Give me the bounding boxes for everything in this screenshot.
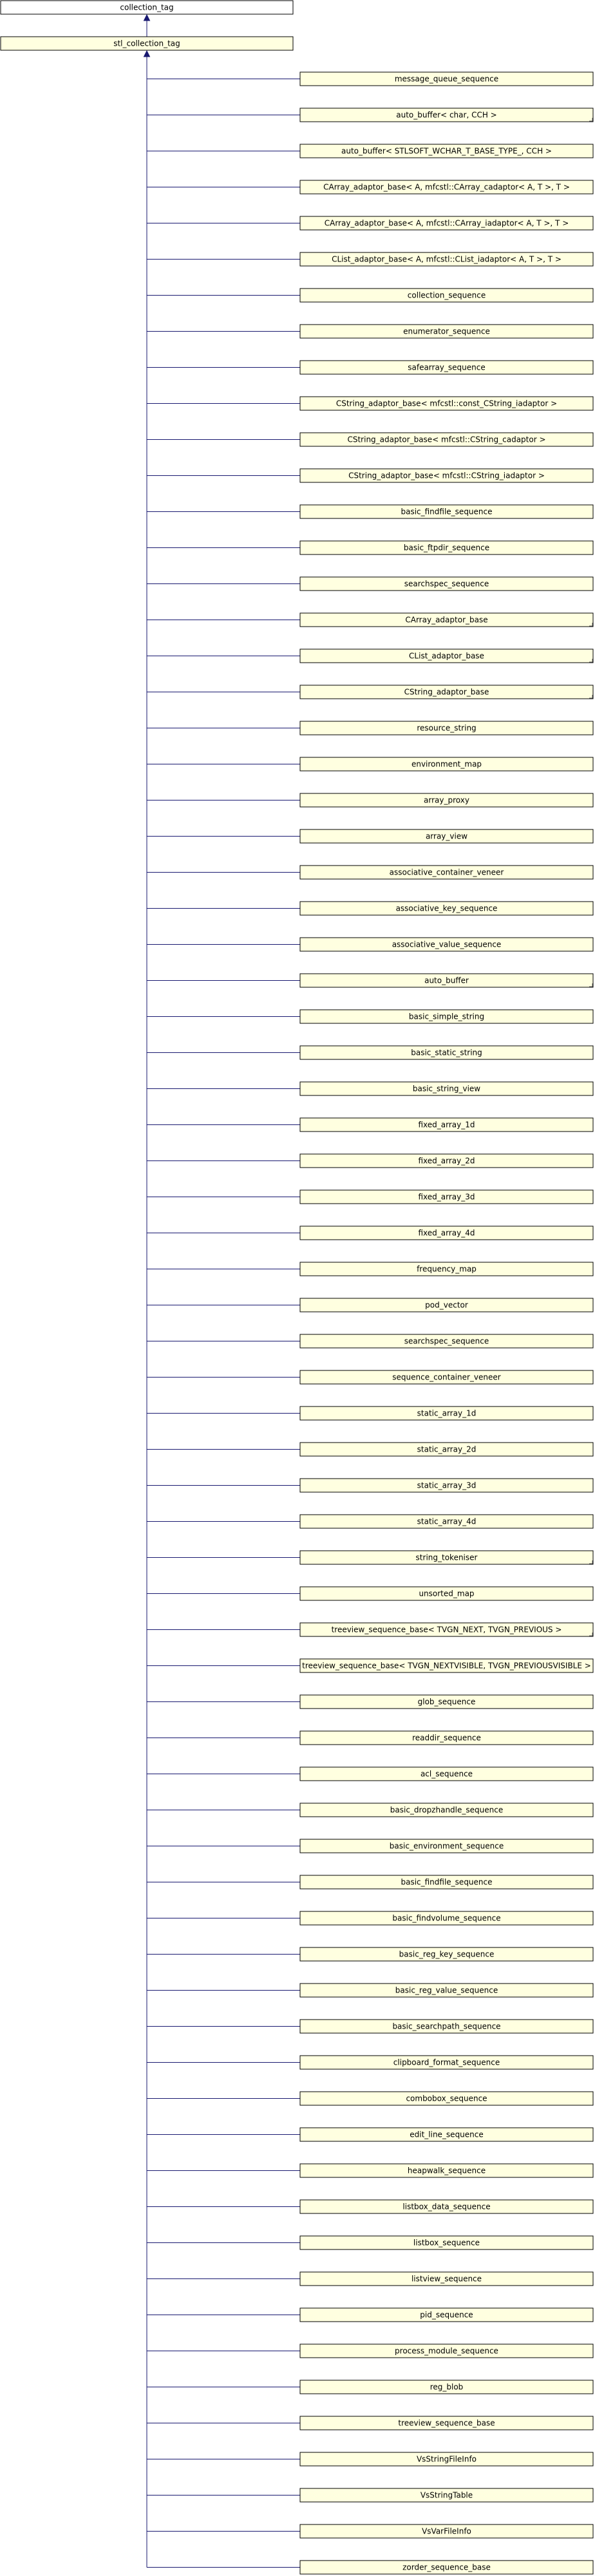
derived-node-label: basic_dropzhandle_sequence [390,1805,504,1815]
derived-node-label: VsStringFileInfo [416,2454,477,2464]
derived-node-label: zorder_sequence_base [402,2562,491,2572]
derived-node-label: sequence_container_veneer [392,1372,501,1382]
derived-node[interactable] [300,938,593,951]
derived-node-label: acl_sequence [420,1769,473,1779]
derived-node[interactable] [300,1767,593,1781]
derived-node[interactable] [300,1190,593,1204]
derived-node-label: CArray_adaptor_base< A, mfcstl::CArray_cadaptor< A, T >, T > [323,182,570,192]
derived-node[interactable] [300,144,593,158]
derived-node[interactable] [300,685,593,699]
derived-node[interactable] [300,2200,593,2213]
derived-node-label: glob_sequence [417,1697,476,1707]
derived-node[interactable] [300,902,593,915]
derived-node[interactable] [300,1515,593,1528]
derived-node[interactable] [300,1587,593,1600]
derived-node-label: associative_container_veneer [389,867,504,877]
derived-node[interactable] [300,180,593,194]
derived-node-label: CList_adaptor_base< A, mfcstl::CList_iadaptor< A, T >, T > [332,254,562,264]
derived-node[interactable] [300,2344,593,2358]
derived-node[interactable] [300,2416,593,2430]
derived-node-label: treeview_sequence_base [398,2418,495,2428]
derived-node[interactable] [300,2128,593,2141]
derived-node-label: auto_buffer [424,976,469,985]
derived-node[interactable] [300,1226,593,1240]
derived-node[interactable] [300,2020,593,2033]
derived-node[interactable] [300,1443,593,1456]
derived-node[interactable] [300,866,593,879]
derived-node[interactable] [300,469,593,482]
derived-node[interactable] [300,757,593,771]
derived-node-label: basic_findvolume_sequence [392,1913,501,1923]
derived-node-label: enumerator_sequence [403,327,490,336]
derived-node-label: basic_searchpath_sequence [392,2022,501,2031]
derived-node-label: environment_map [411,759,482,769]
derived-node[interactable] [300,1370,593,1384]
derived-node-label: listbox_sequence [413,2238,480,2248]
base-node[interactable] [1,37,293,50]
derived-node-label: VsVarFileInfo [422,2526,471,2536]
derived-node[interactable] [300,1803,593,1817]
derived-node[interactable] [300,361,593,374]
derived-node-label: resource_string [417,723,477,733]
derived-node-label: basic_simple_string [408,1012,485,1021]
derived-node[interactable] [300,433,593,446]
derived-node-label: pid_sequence [420,2310,473,2320]
derived-node-label: combobox_sequence [406,2094,487,2103]
derived-node-label: string_tokeniser [415,1553,478,1562]
derived-node[interactable] [300,2272,593,2286]
derived-node-label: basic_environment_sequence [389,1841,504,1851]
derived-node[interactable] [300,397,593,410]
derived-node[interactable] [300,649,593,663]
derived-node-label: VsStringTable [420,2490,473,2500]
derived-node[interactable] [300,2164,593,2177]
derived-node[interactable] [300,1298,593,1312]
derived-node-label: CList_adaptor_base [409,651,484,661]
derived-node[interactable] [300,1046,593,1059]
derived-node-label: heapwalk_sequence [407,2166,486,2175]
derived-node[interactable] [300,2380,593,2394]
derived-node-label: basic_reg_key_sequence [399,1949,495,1959]
derived-node[interactable] [300,1839,593,1853]
derived-node-label: listview_sequence [411,2274,482,2284]
derived-node-label: static_array_2d [417,1444,477,1454]
derived-node[interactable] [300,1479,593,1492]
derived-node[interactable] [300,1082,593,1095]
base-node-label: stl_collection_tag [113,39,180,48]
derived-node[interactable] [300,2452,593,2466]
derived-node[interactable] [300,2488,593,2502]
derived-node[interactable] [300,1911,593,1925]
derived-node[interactable] [300,2056,593,2069]
derived-node-label: unsorted_map [419,1589,475,1598]
derived-node-label: frequency_map [417,1264,477,1274]
derived-node-label: array_proxy [424,795,469,805]
derived-node[interactable] [300,505,593,518]
derived-node[interactable] [300,252,593,266]
derived-node[interactable] [300,108,593,122]
derived-node-label: CString_adaptor_base [404,687,489,697]
derived-node-label: static_array_1d [417,1408,477,1418]
derived-node-label: associative_value_sequence [392,940,502,949]
derived-node[interactable] [300,2092,593,2105]
derived-node-label: auto_buffer< STLSOFT_WCHAR_T_BASE_TYPE_, CCH > [341,146,552,156]
derived-node[interactable] [300,1118,593,1132]
derived-node[interactable] [300,577,593,591]
derived-nodes [147,72,593,2574]
derived-node[interactable] [300,1154,593,1168]
derived-node[interactable] [300,2308,593,2322]
root-arrowhead [144,15,150,21]
root-node-label: collection_tag [120,3,174,12]
derived-node-label: auto_buffer< char, CCH > [396,110,497,120]
derived-node-label: CString_adaptor_base< mfcstl::CString_cadaptor > [347,435,546,444]
derived-node-label: collection_sequence [407,290,486,300]
derived-node-label: basic_findfile_sequence [401,507,493,516]
derived-node[interactable] [300,974,593,987]
derived-node[interactable] [300,2524,593,2538]
derived-node[interactable] [300,613,593,627]
derived-node[interactable] [300,1334,593,1348]
derived-node[interactable] [300,1010,593,1023]
derived-node-label: searchspec_sequence [404,579,489,589]
derived-node-label: treeview_sequence_base< TVGN_NEXTVISIBLE, TVGN_PREVIOUSVISIBLE > [302,1661,591,1671]
derived-node-label: message_queue_sequence [394,74,499,84]
derived-node-label: pod_vector [425,1300,468,1310]
derived-node[interactable] [300,2236,593,2249]
derived-node[interactable] [300,829,593,843]
derived-node-label: treeview_sequence_base< TVGN_NEXT, TVGN_PREVIOUS > [331,1625,562,1634]
derived-node-label: fixed_array_3d [418,1192,475,1202]
derived-node-label: listbox_data_sequence [402,2202,491,2211]
derived-node-label: basic_findfile_sequence [401,1877,493,1887]
derived-node[interactable] [300,1659,593,1672]
derived-node[interactable] [300,72,593,86]
derived-node-label: basic_static_string [411,1048,482,1057]
derived-node-label: safearray_sequence [408,363,486,372]
derived-node-label: fixed_array_1d [418,1120,475,1130]
derived-node[interactable] [300,325,593,338]
derived-node[interactable] [300,1623,593,1636]
derived-node-label: basic_string_view [412,1084,481,1094]
root-node[interactable] [1,1,293,14]
derived-node-label: CString_adaptor_base< mfcstl::CString_iadaptor > [348,471,545,480]
derived-node-label: basic_reg_value_sequence [395,1985,498,1995]
derived-node-label: CArray_adaptor_base [405,615,488,625]
derived-node-label: edit_line_sequence [410,2130,484,2139]
derived-node[interactable] [300,1406,593,1420]
derived-node-label: reg_blob [430,2382,464,2392]
derived-node[interactable] [300,289,593,302]
derived-node[interactable] [300,1984,593,1997]
derived-node-label: readdir_sequence [412,1733,481,1743]
derived-node[interactable] [300,1262,593,1276]
derived-node-label: static_array_3d [417,1481,477,1490]
derived-node-label: CString_adaptor_base< mfcstl::const_CString_iadaptor > [335,399,558,408]
derived-node-label: searchspec_sequence [404,1336,489,1346]
derived-node-label: associative_key_sequence [395,904,498,913]
derived-node-label: array_view [425,831,468,841]
derived-node[interactable] [300,1731,593,1745]
derived-node-label: fixed_array_4d [418,1228,475,1238]
derived-node-label: static_array_4d [417,1517,477,1526]
derived-node[interactable] [300,216,593,230]
derived-node[interactable] [300,1551,593,1564]
derived-node[interactable] [300,2561,593,2574]
base-arrowhead [144,51,150,57]
derived-node[interactable] [300,1947,593,1961]
derived-node[interactable] [300,541,593,554]
derived-node[interactable] [300,1875,593,1889]
derived-node[interactable] [300,1695,593,1709]
derived-node-label: fixed_array_2d [418,1156,475,1166]
derived-node-label: CArray_adaptor_base< A, mfcstl::CArray_iadaptor< A, T >, T > [324,218,569,228]
derived-node-label: basic_ftpdir_sequence [403,543,490,553]
derived-node-label: process_module_sequence [395,2346,498,2356]
derived-node[interactable] [300,793,593,807]
derived-node[interactable] [300,721,593,735]
derived-node-label: clipboard_format_sequence [393,2058,500,2067]
